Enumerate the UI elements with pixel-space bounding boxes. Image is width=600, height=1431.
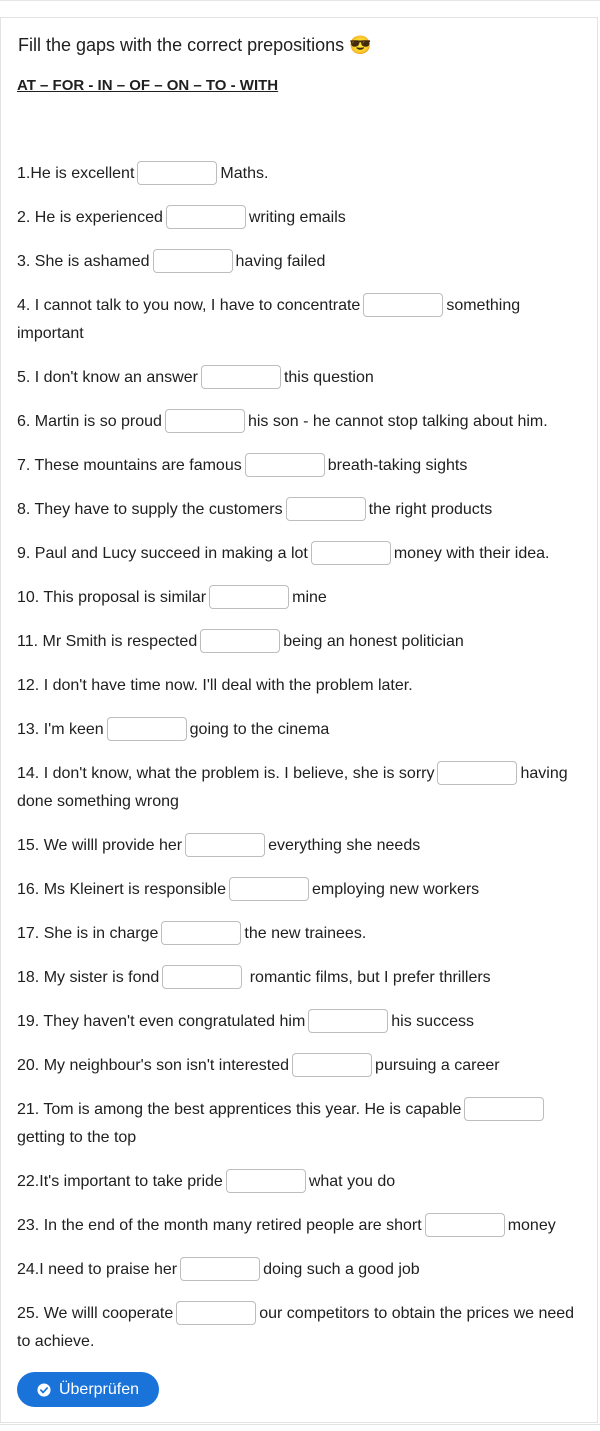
question-item <box>17 920 587 948</box>
question-text-before: 25. We willl cooperate <box>17 1305 174 1322</box>
question-item <box>17 832 587 860</box>
question-text-after: having done something wrong <box>17 765 568 810</box>
question-text-after: Maths. <box>220 165 269 182</box>
answer-gap-input[interactable] <box>286 497 366 521</box>
question-text-after: breath-taking sights <box>327 457 468 474</box>
answer-gap-input[interactable] <box>311 541 391 565</box>
question-item <box>17 540 587 568</box>
question-item <box>17 1008 587 1036</box>
question-item <box>17 672 587 700</box>
answer-gap-input[interactable] <box>245 453 325 477</box>
question-item <box>17 452 587 480</box>
answer-gap-input[interactable] <box>292 1053 372 1077</box>
question-text-before: 19. They haven't even congratulated him <box>17 1013 306 1030</box>
answer-gap-input[interactable] <box>137 161 217 185</box>
question-item <box>17 408 587 436</box>
question-text-before: 18. My sister is fond <box>17 969 160 986</box>
answer-gap-input[interactable] <box>229 877 309 901</box>
question-item <box>17 584 587 612</box>
question-text-after: pursuing a career <box>375 1057 500 1074</box>
question-text-before: 4. I cannot talk to you now, I have to concentrate <box>17 297 361 314</box>
question-item <box>17 964 587 992</box>
question-text-before: 8. They have to supply the customers <box>17 501 283 518</box>
check-circle-icon <box>37 1383 51 1397</box>
question-text-after: money with their idea. <box>393 545 550 562</box>
question-text-after: being an honest politician <box>283 633 464 650</box>
question-text-before: 10. This proposal is similar <box>17 589 207 606</box>
check-answers-label: Überprüfen <box>58 1380 140 1398</box>
question-text-after: going to the cinema <box>189 721 330 738</box>
question-item <box>17 364 587 392</box>
question-item <box>17 1096 587 1152</box>
answer-gap-input[interactable] <box>308 1009 388 1033</box>
answer-gap-input[interactable] <box>425 1213 505 1237</box>
question-text-before: 7. These mountains are famous <box>17 457 242 474</box>
answer-gap-input[interactable] <box>200 629 280 653</box>
question-item <box>17 1212 587 1240</box>
answer-gap-input[interactable] <box>153 249 233 273</box>
question-text-before: 5. I don't know an answer <box>17 369 198 386</box>
question-item <box>17 1300 587 1356</box>
question-text-after: employing new workers <box>311 881 480 898</box>
bottom-divider <box>0 1424 600 1425</box>
question-item <box>17 1256 587 1284</box>
answer-gap-input[interactable] <box>201 365 281 389</box>
question-text-after: the right products <box>368 501 493 518</box>
answer-gap-input[interactable] <box>363 293 443 317</box>
question-text-before: 12. I don't have time now. I'll deal with the problem later. <box>17 677 413 694</box>
question-text-after: mine <box>292 589 327 606</box>
question-text-before: 20. My neighbour's son isn't interested <box>17 1057 290 1074</box>
question-item <box>17 248 587 276</box>
question-text-after: the new trainees. <box>244 925 367 942</box>
question-item <box>17 204 587 232</box>
answer-gap-input[interactable] <box>107 717 187 741</box>
question-text-before: 22.It's important to take pride <box>17 1173 223 1190</box>
question-text-after: something important <box>17 297 521 342</box>
question-item <box>17 876 587 904</box>
answer-gap-input[interactable] <box>209 585 289 609</box>
answer-gap-input[interactable] <box>185 833 265 857</box>
question-text-after: having failed <box>235 253 326 270</box>
question-text-before: 13. I'm keen <box>17 721 104 738</box>
question-item <box>17 628 587 656</box>
answer-gap-input[interactable] <box>162 965 242 989</box>
question-item <box>17 1168 587 1196</box>
question-text-after: his success <box>391 1013 474 1030</box>
question-item <box>17 760 587 816</box>
question-text-before: 2. He is experienced <box>17 209 163 226</box>
question-text-before: 17. She is in charge <box>17 925 159 942</box>
answer-gap-input[interactable] <box>176 1301 256 1325</box>
question-text-before: 23. In the end of the month many retired people are short <box>17 1217 422 1234</box>
question-text-before: 11. Mr Smith is respected <box>17 633 198 650</box>
question-item <box>17 496 587 524</box>
answer-gap-input[interactable] <box>161 921 241 945</box>
answer-gap-input[interactable] <box>437 761 517 785</box>
answer-gap-input[interactable] <box>464 1097 544 1121</box>
question-text-after: doing such a good job <box>263 1261 420 1278</box>
question-text-after: this question <box>283 369 374 386</box>
question-item <box>17 716 587 744</box>
answer-gap-input[interactable] <box>165 409 245 433</box>
exercise-title: Fill the gaps with the correct prepositions 😎 <box>18 35 372 55</box>
top-divider <box>0 0 600 1</box>
question-text-before: 3. She is ashamed <box>17 253 150 270</box>
answer-gap-input[interactable] <box>180 1257 260 1281</box>
answer-gap-input[interactable] <box>166 205 246 229</box>
question-text-after: romantic films, but I prefer thrillers <box>245 969 491 986</box>
question-text-after: writing emails <box>248 209 346 226</box>
question-text-before: 21. Tom is among the best apprentices this year. He is capable <box>17 1101 462 1118</box>
check-answers-button[interactable] <box>17 1372 159 1407</box>
question-text-before: 6. Martin is so proud <box>17 413 162 430</box>
question-text-before: 15. We willl provide her <box>17 837 183 854</box>
question-text-before: 9. Paul and Lucy succeed in making a lot <box>17 545 308 562</box>
question-text-before: 24.I need to praise her <box>17 1261 178 1278</box>
question-text-after: what you do <box>308 1173 396 1190</box>
question-text-after: our competitors to obtain the prices we need to achieve. <box>17 1305 575 1350</box>
question-text-before: 1.He is excellent <box>17 165 135 182</box>
question-item <box>17 292 587 348</box>
question-text-after: getting to the top <box>17 1129 137 1146</box>
question-text-after: everything she needs <box>268 837 421 854</box>
question-text-before: 16. Ms Kleinert is responsible <box>17 881 226 898</box>
question-list <box>17 160 587 1372</box>
answer-gap-input[interactable] <box>226 1169 306 1193</box>
question-text-after: money <box>507 1217 556 1234</box>
question-item <box>17 1052 587 1080</box>
question-text-after: his son - he cannot stop talking about him. <box>247 413 548 430</box>
question-text-before: 14. I don't know, what the problem is. I believe, she is sorry <box>17 765 435 782</box>
question-item <box>17 160 587 188</box>
preposition-word-list: AT – FOR - IN – OF – ON – TO - WITH <box>17 77 279 94</box>
